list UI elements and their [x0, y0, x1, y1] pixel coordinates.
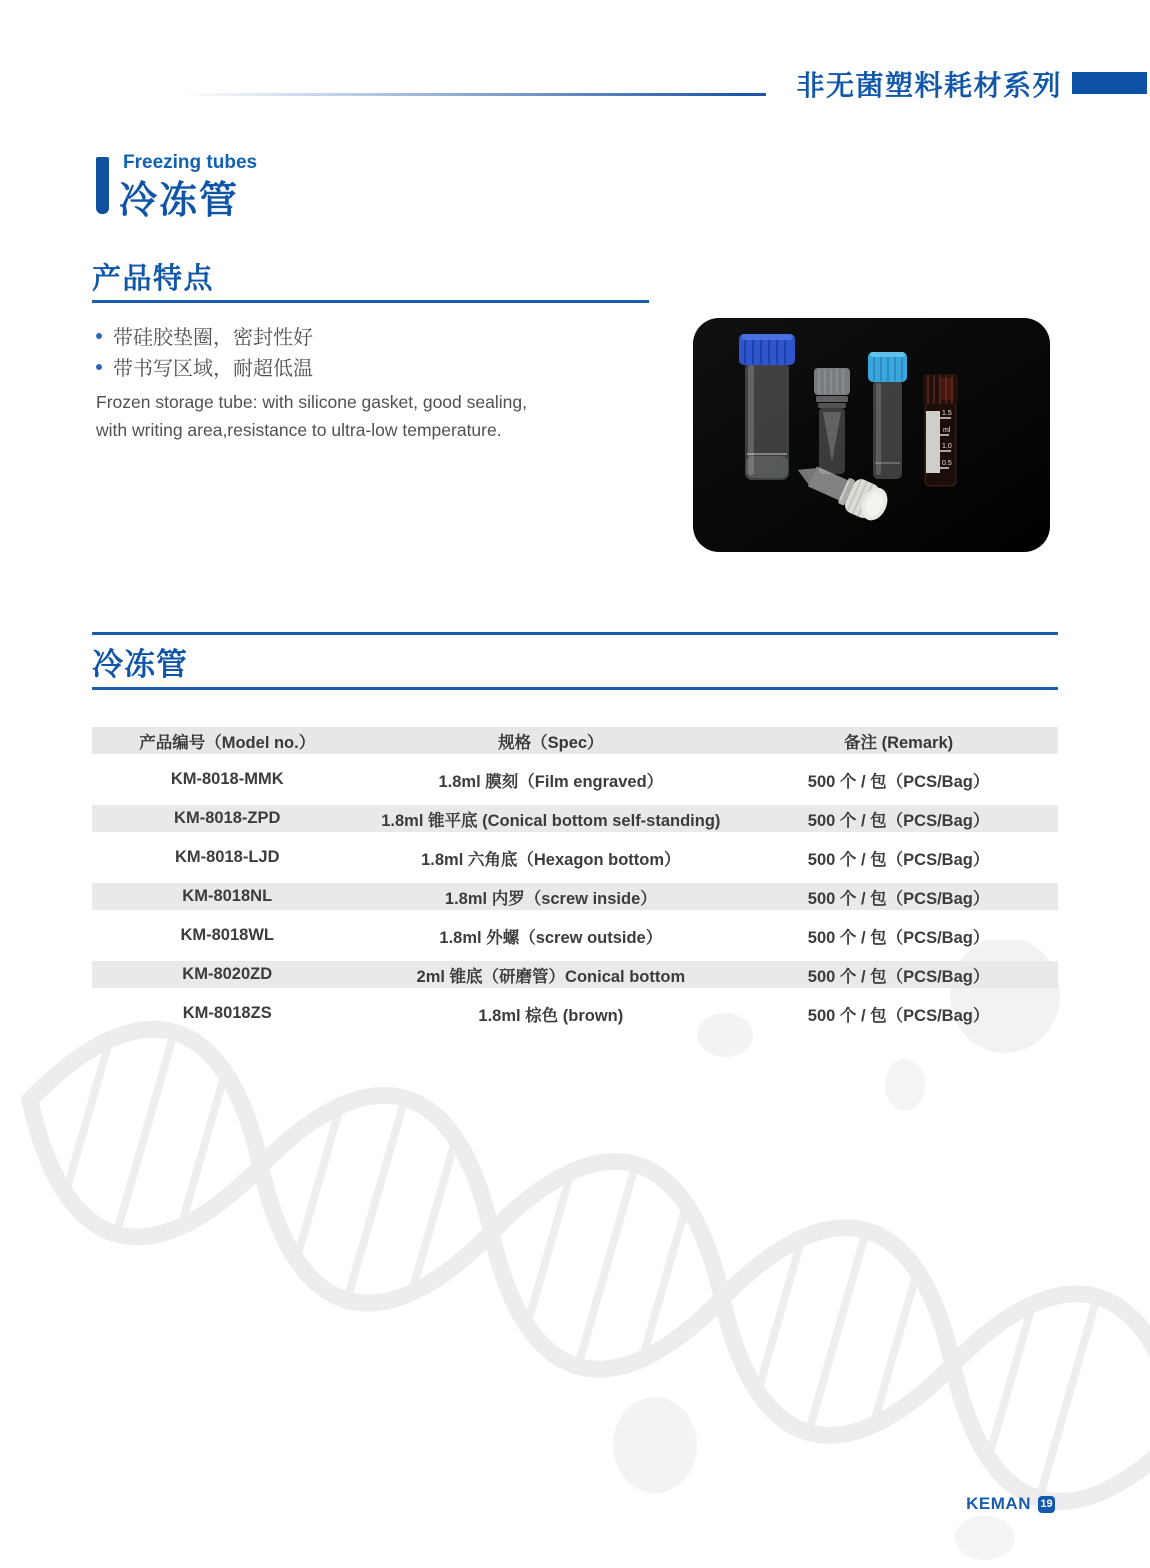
brand-name: KEMAN [966, 1494, 1031, 1513]
feature-bullet-text: 带硅胶垫圈，密封性好 [113, 327, 313, 349]
cell-model: KM-8018-ZPD [174, 809, 281, 827]
graduation-label: 1.5 [942, 410, 952, 417]
feature-bullet [96, 351, 313, 382]
table-row [92, 1000, 1058, 1027]
cell-model: KM-8018-MMK [170, 770, 284, 788]
cell-model: KM-8018WL [180, 926, 274, 944]
features-bullet-list [96, 320, 313, 382]
section-title: 冷冻管 [119, 180, 240, 222]
tube-brown [923, 374, 958, 486]
page-footer [966, 1494, 1055, 1514]
tube-blue-cap [739, 334, 795, 480]
cell-remark: 500 个 / 包（PCS/Bag） [807, 967, 990, 986]
table-row [92, 883, 1058, 910]
cell-remark: 500 个 / 包（PCS/Bag） [807, 850, 990, 869]
table-row [92, 766, 1058, 793]
page-number-badge: 19 [1038, 1496, 1055, 1513]
product-photo [693, 318, 1050, 552]
cell-model: KM-8020ZD [182, 965, 273, 983]
table-row [92, 805, 1058, 832]
cell-model: KM-8018ZS [182, 1004, 272, 1022]
cell-remark: 500 个 / 包（PCS/Bag） [807, 772, 990, 791]
graduation-label: 0.5 [942, 460, 952, 467]
cell-spec: 1.8ml 膜刻（Film engraved） [438, 772, 664, 791]
cell-remark: 500 个 / 包（PCS/Bag） [807, 889, 990, 908]
section-subtitle-en: Freezing tubes [123, 152, 258, 173]
tube-cyan-cap [868, 352, 907, 479]
table-row [92, 844, 1058, 871]
table-row [92, 961, 1058, 988]
column-header-remark: 备注 (Remark) [844, 733, 954, 752]
cell-spec: 1.8ml 外螺（screw outside） [439, 928, 663, 947]
table-header-row [92, 727, 1058, 754]
graduation-label: 1.0 [942, 443, 952, 450]
column-header-spec: 规格（Spec） [498, 733, 604, 752]
header-accent-bar [1072, 72, 1147, 94]
feature-bullet-text: 带书写区域，耐超低温 [113, 358, 313, 380]
tube-clear-cap [814, 368, 850, 474]
features-underline [92, 300, 649, 303]
cell-model: KM-8018-LJD [174, 848, 280, 866]
bullet-dot-icon [96, 333, 102, 339]
features-description-line: with writing area,resistance to ultra-low temperature. [96, 420, 502, 440]
table-row [92, 922, 1058, 949]
cell-remark: 500 个 / 包（PCS/Bag） [807, 1006, 990, 1025]
cell-model: KM-8018NL [182, 887, 273, 905]
section-accent-bar [96, 157, 109, 214]
cell-remark: 500 个 / 包（PCS/Bag） [807, 928, 990, 947]
products-table [92, 727, 1058, 1039]
series-title: 非无菌塑料耗材系列 [796, 70, 1062, 101]
cell-spec: 1.8ml 六角底（Hexagon bottom） [421, 850, 681, 869]
products-rule-bottom [92, 687, 1058, 690]
feature-bullet [96, 320, 313, 351]
column-header-model: 产品编号（Model no.） [139, 733, 316, 752]
features-description [96, 388, 527, 444]
header-gradient-rule [180, 93, 766, 96]
cell-spec: 2ml 锥底（研磨管）Conical bottom [416, 967, 686, 986]
cell-spec: 1.8ml 棕色 (brown) [478, 1006, 624, 1025]
bullet-dot-icon [96, 364, 102, 370]
products-title: 冷冻管 [92, 647, 188, 682]
cell-spec: 1.8ml 内罗（screw inside） [444, 889, 657, 908]
products-rule-top [92, 632, 1058, 635]
cell-spec: 1.8ml 锥平底 (Conical bottom self-standing) [381, 811, 721, 830]
features-heading: 产品特点 [92, 263, 215, 295]
cell-remark: 500 个 / 包（PCS/Bag） [807, 811, 990, 830]
features-description-line: Frozen storage tube: with silicone gasket, good sealing, [96, 392, 527, 412]
graduation-label: ml [943, 427, 951, 434]
